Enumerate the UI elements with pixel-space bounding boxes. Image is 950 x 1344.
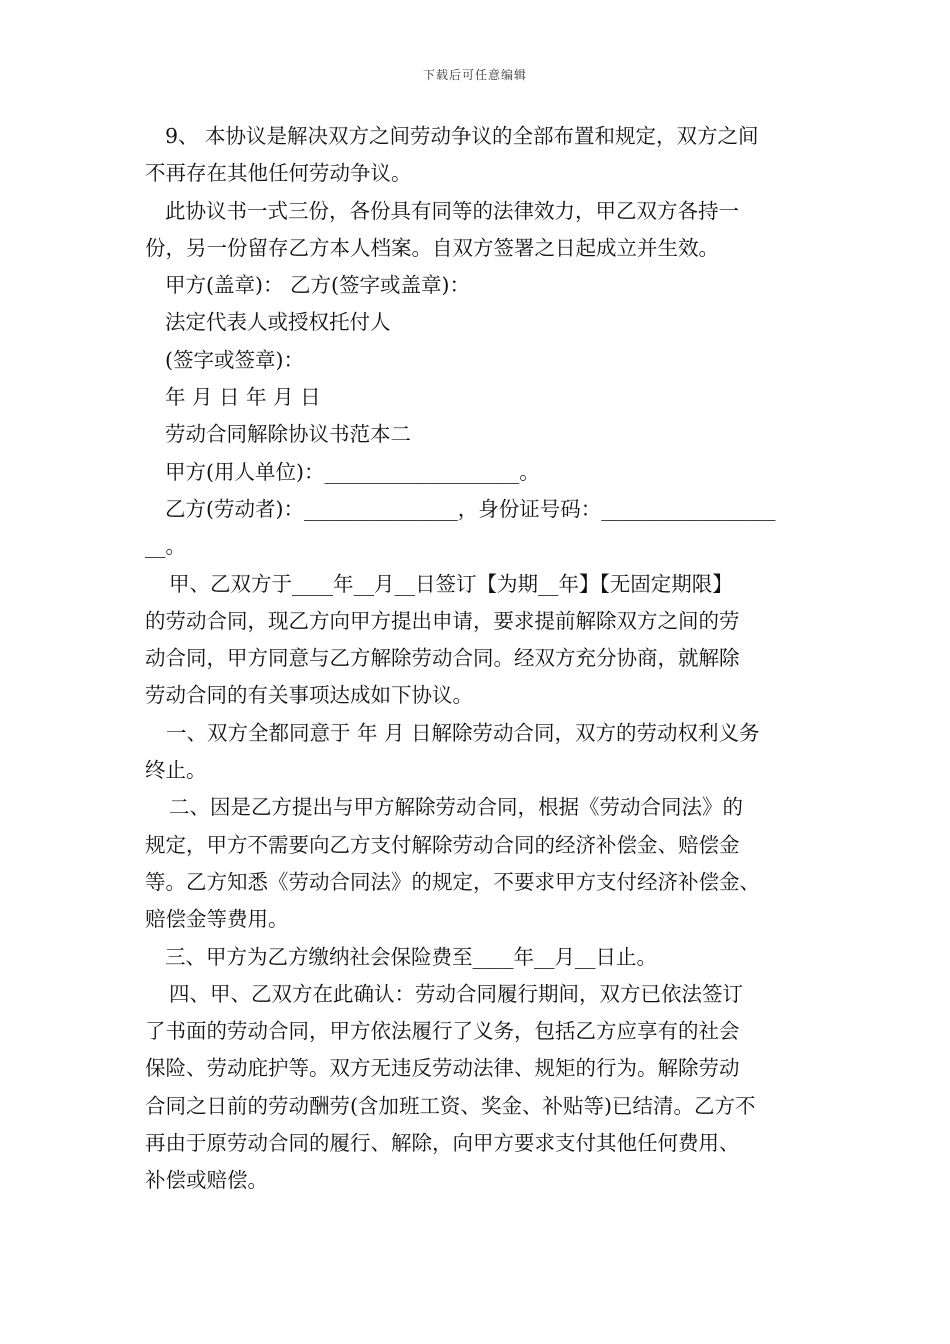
paragraph-line: 的劳动合同，现乙方向甲方提出申请，要求提前解除双方之间的劳 <box>145 608 740 633</box>
paragraph-line: 法定代表人或授权托付人 <box>165 310 391 335</box>
document-body <box>145 118 817 1200</box>
paragraph-line: 动合同，甲方同意与乙方解除劳动合同。经双方充分协商，就解除 <box>145 646 740 671</box>
paragraph-line: 保险、劳动庇护等。双方无违反劳动法律、规矩的行为。解除劳动 <box>145 1056 740 1081</box>
paragraph-line: 赔偿金等费用。 <box>145 907 289 932</box>
paragraph-line: 二、因是乙方提出与甲方解除劳动合同，根据《劳动合同法》的 <box>169 795 743 820</box>
paragraph-line: (签字或签章)： <box>165 347 304 372</box>
paragraph-line: 终止。 <box>145 758 207 783</box>
paragraph-line: 甲方(盖章)： 乙方(签字或盖章)： <box>165 273 471 298</box>
paragraph-line: 一、双方全都同意于 年 月 日解除劳动合同，双方的劳动权利义务 <box>166 720 760 745</box>
page-header: 下载后可任意编辑 <box>422 68 527 82</box>
paragraph-line: 乙方(劳动者)：_______________，身份证号码：_________________ <box>165 496 776 521</box>
paragraph-line: 劳动合同的有关事项达成如下协议。 <box>145 683 473 708</box>
paragraph-line: 合同之日前的劳动酬劳(含加班工资、奖金、补贴等)已结清。乙方不 <box>145 1093 756 1118</box>
paragraph-line: 四、甲、乙双方在此确认：劳动合同履行期间，双方已依法签订 <box>169 981 743 1006</box>
paragraph-line: 再由于原劳动合同的履行、解除，向甲方要求支付其他任何费用、 <box>145 1131 740 1156</box>
paragraph-line: 甲、乙双方于____年__月__日签订【为期__年】【无固定期限】 <box>169 571 733 596</box>
paragraph-line: 不再存在其他任何劳动争议。 <box>145 161 412 186</box>
paragraph-line: 补偿或赔偿。 <box>145 1168 268 1193</box>
paragraph-line: __。 <box>145 534 186 559</box>
paragraph-line: 9、 本协议是解决双方之间劳动争议的全部布置和规定，双方之间 <box>165 124 759 148</box>
paragraph-line: 规定，甲方不需要向乙方支付解除劳动合同的经济补偿金、赔偿金 <box>145 832 740 857</box>
paragraph-line: 甲方(用人单位)：___________________。 <box>165 459 540 484</box>
paragraph-line: 三、甲方为乙方缴纳社会保险费至____年__月__日止。 <box>165 944 657 969</box>
paragraph-line: 此协议书一式三份，各份具有同等的法律效力，甲乙双方各持一 <box>165 198 739 223</box>
paragraph-line: 年 月 日 年 月 日 <box>165 385 321 410</box>
paragraph-line: 份，另一份留存乙方本人档案。自双方签署之日起成立并生效。 <box>145 235 719 260</box>
section-title: 劳动合同解除协议书范本二 <box>165 422 411 447</box>
paragraph-line: 了书面的劳动合同，甲方依法履行了义务，包括乙方应享有的社会 <box>145 1019 740 1044</box>
paragraph-line: 等。乙方知悉《劳动合同法》的规定，不要求甲方支付经济补偿金、 <box>145 869 760 894</box>
